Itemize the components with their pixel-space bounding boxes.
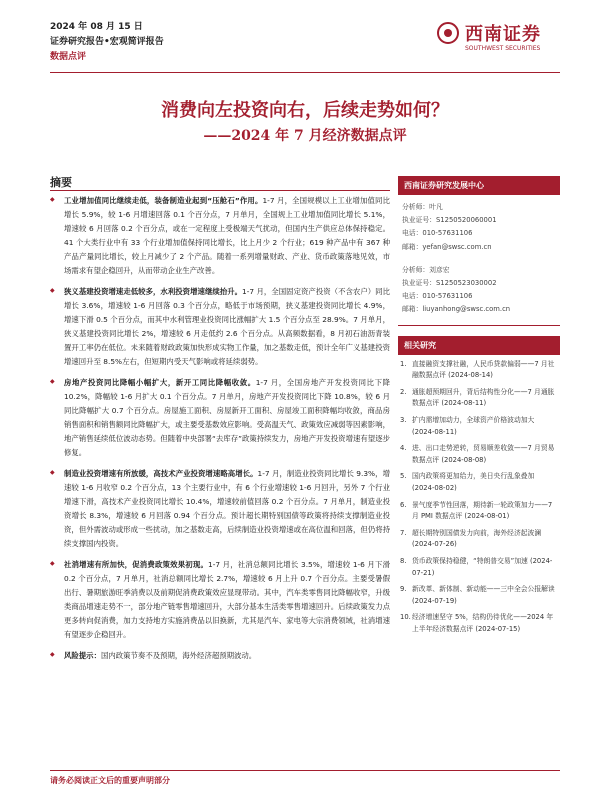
paragraph-lead: 工业增加值同比继续走低，装备制造业起到“压舱石”作用。 <box>64 196 263 205</box>
related-item[interactable]: 3. 扩内需增加动力，全球资产价格波动加大 (2024-08-11) <box>400 416 535 436</box>
paragraph-body: 1-7 月，全国房地产开发投资同比下降 10.2%，降幅较 1-6 月扩大 0.1 个百分点。7 月单月，房地产开发投资同比下降 10.8%，较 6 月同比降幅扩大 0.7 个百分点。房屋施工面积、房屋新开工面积、房屋竣工面积降幅均收敛，商品房销售面积和销售额同比降幅扩大，或主要受基数效应影响。受高温天气、政策效应减弱等因素影响，地产销售延续低位波动态势。但随着中央部署“去库存”政策持续发力，房地产开发投资增速有望逐步修复。 <box>64 378 390 457</box>
abstract-heading: 摘要 <box>50 176 72 189</box>
analyst-phone: 电话：010-57631106 <box>402 229 473 238</box>
bullet-icon: ◆ <box>50 560 55 567</box>
risk-text: 国内政策节奏不及预期，海外经济超预期波动。 <box>100 651 257 660</box>
report-subtitle: ——2024 年 7 月经济数据点评 <box>203 128 407 144</box>
related-item[interactable]: 7. 超长期特别国债发力向前，海外经济起波澜 (2024-07-26) <box>400 528 542 549</box>
paragraph-body: 1-7 月，社消总额同比增长 3.5%，增速较 1-6 月下滑 0.2 个百分点，7 月单月，社消总额同比增长 2.7%，增速较 6 月上升 0.7 个百分点。主要受暑假出行、暑期旅游旺季消费以及前期促消费政策效应显现带动。其中，汽车类零售同比降幅收窄，升级类商品增速走势不一，部分地产链零售增速回升，大部分基本生活类零售增速回升。后续政策发力点更多转向促消费，加力支持地方实施消费品以旧换新，尤其是汽车、家电等大宗消费领域，社消增速有望逐步企稳回升。 <box>64 560 390 639</box>
paragraph-body: 1-7 月，全国规模以上工业增加值同比增长 5.9%，较 1-6 月增速回落 0.1 个百分点，7 月单月，全国规上工业增加值同比增长 5.1%，增速较 6 月回落 0.2 个百分点，或在一定程度上受极端天气扰动，但国内生产供应总体保持稳定。41 个大类行业中有 33 个行业增加值保持同比增长，比上月少 2 个行业；619 种产品中有 367 种产品产量同比增长，较上月减少了 2 个产品。随着一系列增量财政、产业、货币政策落地见效，市场需求有望企稳回升，从而带动企业生产改善。 <box>64 196 390 275</box>
risk-label: 风险提示： <box>64 651 101 660</box>
paragraph-lead: 制造业投资增速有所放缓，高技术产业投资增速略高增长。 <box>64 469 258 478</box>
related-item[interactable]: 1. 直接融资支撑社融，人民币贷款偏弱——7 月社融数据点评 (2024-08-14) <box>400 359 555 380</box>
paragraph-lead: 社消增速有所加快，促消费政策效果初现。 <box>64 560 209 569</box>
analyst-name: 分析师：刘彦宏 <box>402 265 450 274</box>
related-item[interactable]: 10. 经济增速坚守 5%，结构仍待优化——2024 年上半年经济数据点评 (2024-07-15) <box>400 613 554 633</box>
related-item[interactable]: 6. 景气度季节性回落，期待新一轮政策加力——7 月 PMI 数据点评 (2024-08-01) <box>400 500 553 521</box>
footer-disclaimer: 请务必阅读正文后的重要声明部分 <box>50 776 170 785</box>
report-type: 证券研究报告•宏观简评报告 <box>50 37 164 47</box>
analyst-name: 分析师：叶凡 <box>402 203 443 211</box>
abstract-paragraph <box>50 285 390 369</box>
paragraph-body: 1-7 月，制造业投资同比增长 9.3%，增速较 1-6 月收窄 0.2 个百分点，13 个主要行业中，有 6 个行业增速较 1-6 月回升，另外 7 个行业增速下滑，高技术产业投资同比增长 10.4%，增速较前值回落 0.2 个百分点。7 月单月，制造业投资增长 8.3%，增速较 6 月回落 0.94 个百分点。预计超长期特别国债等政策将持续支撑制造业投资，但外需波动或形成一些扰动，加之基数走高，后续制造业投资增速或在高位温和回落，但仍将持续支撑国内投资。 <box>64 469 390 548</box>
sidebar-divider <box>398 325 560 326</box>
analyst-license: 执业证号：S1250523030002 <box>402 279 497 288</box>
paragraph-lead: 狭义基建投资增速走低较多，水利投资增速继续抬升。 <box>64 287 243 296</box>
header-divider <box>50 72 560 73</box>
bullet-icon: ◆ <box>50 378 55 385</box>
bullet-icon: ◆ <box>50 651 55 658</box>
related-item[interactable]: 5. 国内政策将更加给力，美日央行乱象叠加 (2024-08-02) <box>400 472 535 492</box>
risk-paragraph <box>50 649 390 663</box>
abstract-paragraph <box>50 376 390 460</box>
analyst-card <box>398 258 560 321</box>
bullet-icon: ◆ <box>50 469 55 476</box>
abstract-divider <box>50 190 390 191</box>
report-title: 消费向左投资向右，后续走势如何？ <box>161 100 449 121</box>
related-item[interactable]: 4. 进、出口走势逆转，贸易顺差收敛——7 月贸易数据点评 (2024-08-08) <box>400 444 555 464</box>
abstract-paragraph <box>50 467 390 551</box>
related-item[interactable]: 8. 货币政策保持稳健，“特朗普交易”加速 (2024-07-21) <box>400 556 553 577</box>
related-item[interactable]: 2. 通胀超预期回升，背后结构性分化——7 月通胀数据点评 (2024-08-11) <box>400 387 555 408</box>
company-logo <box>437 16 557 64</box>
analyst-card <box>398 195 560 258</box>
logo-name-en: SOUTHWEST SECURITIES <box>465 45 541 52</box>
analyst-phone: 电话：010-57631106 <box>402 292 473 301</box>
abstract-paragraph <box>50 558 390 642</box>
header-meta <box>50 20 164 65</box>
sidebar-heading: 西南证券研究发展中心 <box>398 176 560 195</box>
sidebar <box>398 176 560 641</box>
related-item[interactable]: 9. 新改革、新体制、新动能——三中全会公报解读 (2024-07-19) <box>400 585 555 605</box>
analyst-email[interactable]: 邮箱：liuyanhong@swsc.com.cn <box>402 305 511 314</box>
related-heading: 相关研究 <box>398 336 560 355</box>
abstract-paragraph <box>50 194 390 278</box>
related-list <box>398 355 560 636</box>
abstract-body <box>50 194 390 670</box>
footer-divider <box>50 770 560 771</box>
logo-name-cn: 西南证券 <box>465 24 541 45</box>
bullet-icon: ◆ <box>50 287 55 294</box>
analyst-license: 执业证号：S1250520060001 <box>402 216 497 225</box>
report-category: 数据点评 <box>50 52 87 62</box>
paragraph-body: 1-7 月，全国固定资产投资（不含农户）同比增长 3.6%，增速较 1-6 月回落 0.3 个百分点，略低于市场预期，狭义基建投资同比增长 4.9%，增速下滑 0.5 个百分点，而其中水利管理业投资同比涨幅扩大 1.5 个百分点至 28.9%。7 月单月，狭义基建投资同比增长 2%，增速较 6 月走低约 2.6 个百分点。从高频数据看，8 月初石油沥青装置开工率仍在低位。未来随着财政政策加快形成实物工作量，加之基数走低，预计全年广义基建投资增速回升至 8.5%左右，但短期内受天气影响或将延续弱势。 <box>64 287 390 366</box>
bullet-icon: ◆ <box>50 196 55 203</box>
paragraph-lead: 房地产投资同比降幅小幅扩大，新开工同比降幅收敛。 <box>64 378 256 387</box>
analyst-email[interactable]: 邮箱：yefan@swsc.com.cn <box>402 242 492 251</box>
logo-mark-icon <box>437 22 459 44</box>
report-date: 2024 年 08 月 15 日 <box>50 22 143 32</box>
